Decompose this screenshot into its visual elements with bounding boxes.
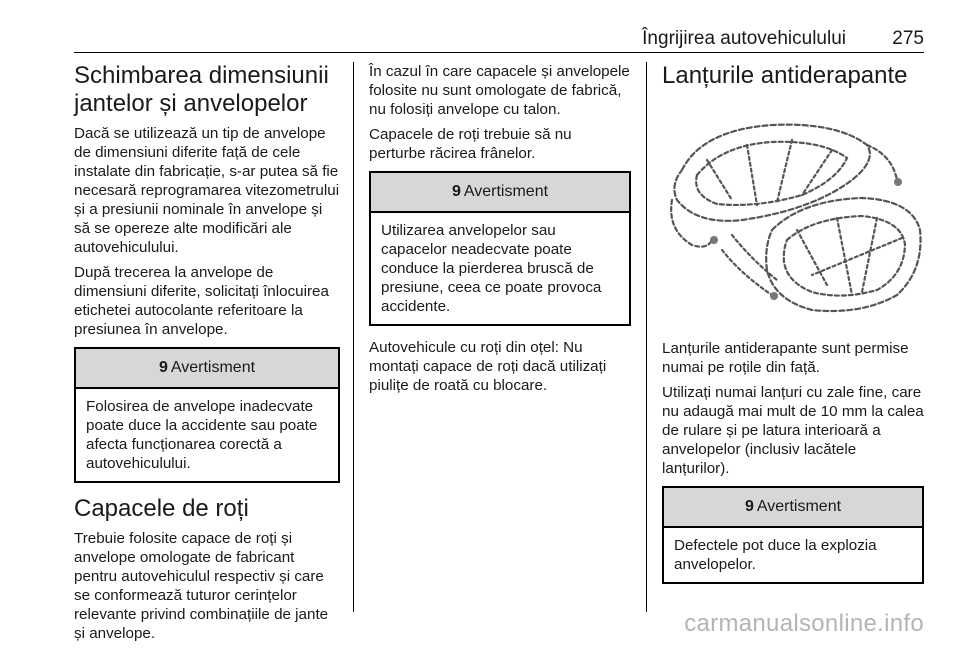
paragraph: Dacă se utilizează un tip de anvelope de dimensiuni diferite față de cele instalate din fabricație, s-ar putea să fie necesară reprogramarea vitezometrului și a presiunii nominale în anvelope și să se opereze alte modificări ale autovehiculului.: [74, 125, 340, 256]
warning-text: Defectele pot duce la explozia anvelopelor.: [674, 537, 877, 573]
section-heading: Schimbarea dimensiunii jantelor și anvelopelor: [74, 62, 329, 117]
column-divider: [646, 62, 647, 612]
warning-icon: 9: [451, 183, 461, 200]
warning-text: Utilizarea anvelopelor sau capacelor neadecvate poate conduce la pierderea bruscă de presiune, ceea ce poate provoca accidente.: [381, 222, 602, 315]
warning-header: [371, 173, 629, 213]
warning-title: Avertisment: [463, 183, 549, 200]
column-3: [662, 62, 924, 596]
column-2: [369, 62, 631, 401]
warning-title: Avertisment: [170, 359, 256, 376]
page-number: 275: [892, 28, 924, 49]
paragraph: Autovehicule cu roți din oțel: Nu montați capace de roți dacă utilizați piulițe de roată cu blocare.: [369, 339, 607, 394]
paragraph: În cazul în care capacele și anvelopele folosite nu sunt omologate de fabrică, nu folosiți anvelope cu talon.: [369, 63, 630, 118]
column-1: [74, 62, 340, 649]
snow-chain-illustration: [662, 100, 924, 320]
section-heading: Capacele de roți: [74, 495, 249, 522]
warning-title: Avertisment: [756, 498, 842, 515]
section-heading: Lanțurile antiderapante: [662, 62, 908, 89]
warning-text: Folosirea de anvelope inadecvate poate duce la accidente sau poate afecta funcționarea corectă a autovehiculului.: [86, 398, 318, 472]
warning-icon: 9: [744, 498, 754, 515]
watermark: carmanualsonline.info: [684, 610, 924, 637]
header-rule: [74, 52, 924, 53]
column-divider: [353, 62, 354, 612]
warning-header: [76, 349, 338, 389]
paragraph: Trebuie folosite capace de roți și anvelope omologate de fabricant pentru autovehiculul respectiv și care se conformează tuturor cerințelor relevante privind combinațiile de jante și anvelope.: [74, 530, 329, 642]
warning-box: [662, 486, 924, 584]
page-header: [74, 24, 924, 54]
warning-box: [369, 171, 631, 326]
paragraph: Capacele de roți trebuie să nu perturbe răcirea frânelor.: [369, 126, 572, 162]
warning-box: [74, 347, 340, 483]
warning-header: [664, 488, 922, 528]
paragraph: Utilizați numai lanțuri cu zale fine, care nu adaugă mai mult de 10 mm la calea de rulare și pe latura interioară a anvelopelor (inclusiv lacătele lanțurilor).: [662, 384, 924, 477]
paragraph: După trecerea la anvelope de dimensiuni diferite, solicitați înlocuirea etichetei autocolante referitoare la presiunea în anvelope.: [74, 264, 329, 338]
paragraph: Lanțurile antiderapante sunt permise numai pe roțile din față.: [662, 340, 909, 376]
header-title: Îngrijirea autovehiculului: [642, 28, 846, 49]
warning-icon: 9: [158, 359, 168, 376]
